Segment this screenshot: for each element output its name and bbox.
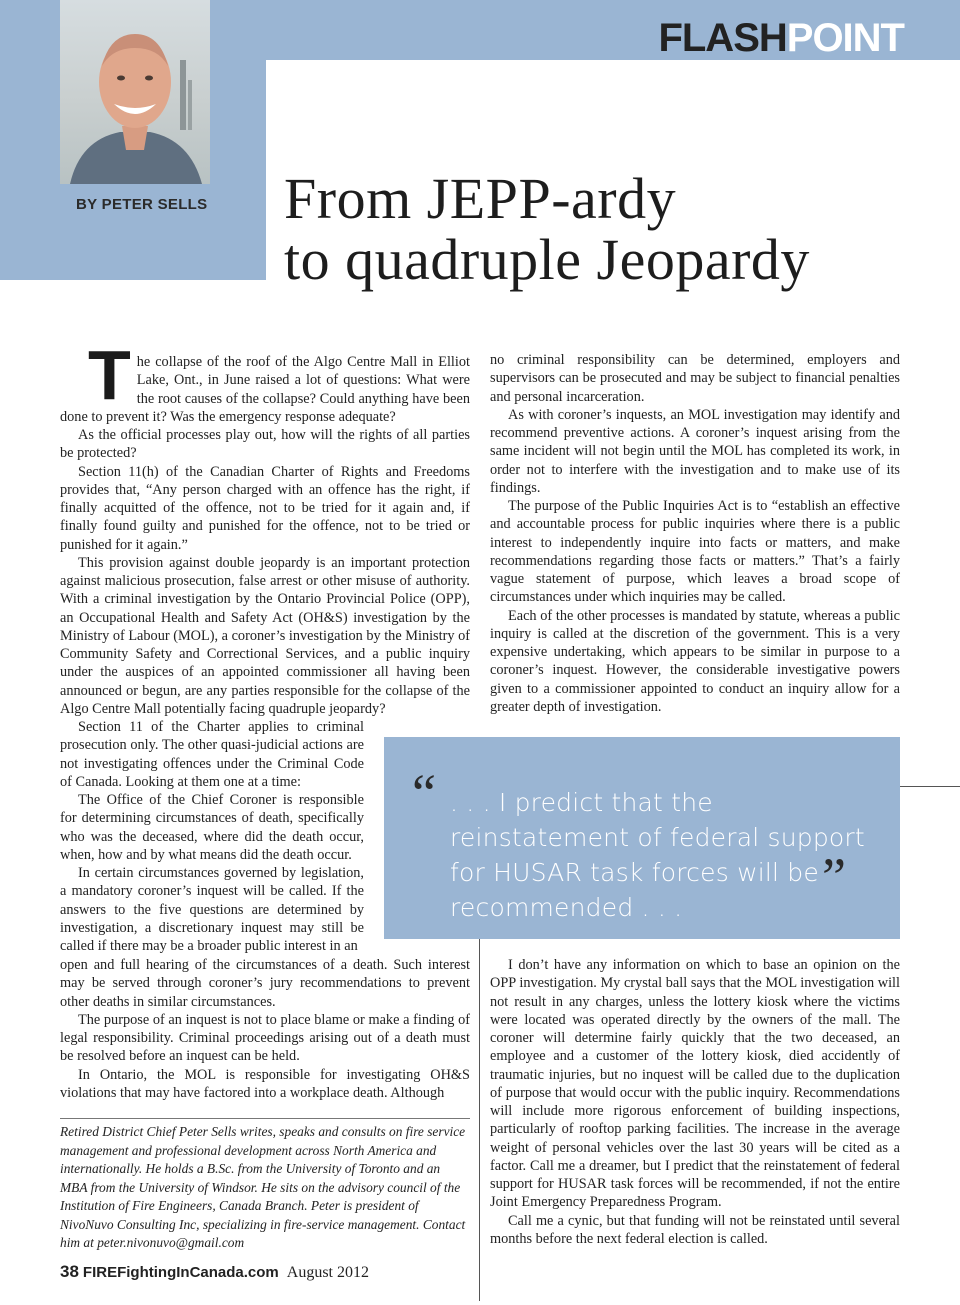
paragraph: The Office of the Chief Coroner is responsible for determining circumstances of death, specifically who was the deceased, where did the death occur, when, how and by what means did the death occur. — [60, 792, 364, 863]
paragraph: The purpose of the Public Inquiries Act is to “establish an effective and accountable process for public inquiries where there is a public interest to independently inquire into facts or matters, and make recommendations regarding those facts or matters.” That’s a fairly vague statement of purpose, which leaves a broad scope of circumstances under which inquiries may be called. — [490, 498, 900, 606]
footer-site: FIREFightingInCanada.com — [82, 1264, 279, 1281]
section-header-part2: POINT — [786, 16, 904, 60]
paragraph: open and full hearing of the circumstances of a death. Such interest may be served through coroner’s jury recommendations to prevent other deaths in similar circumstances. — [60, 957, 470, 1010]
paragraph: Each of the other processes is mandated by statute, whereas a public inquiry is called at the discretion of the government. This is a very expensive undertaking, which appears to be similar in purpose to a coroner’s inquest. However, the considerable investigative powers given to a commissioner appointed to conduct an inquiry allow for a greater depth of investigation. — [490, 607, 900, 715]
pull-quote-text: . . . I predict that the reinstatement of federal support for HUSAR task forces will be recommended . . . — [450, 788, 865, 922]
paragraph: he collapse of the roof of the Algo Centre Mall in Elliot Lake, Ont., in June raised a lot of questions: What were the root causes of the collapse? Could anything have been done to prevent it? Was the emergency response adequate? — [60, 354, 470, 425]
paragraph: Call me a cynic, but that funding will not be reinstated until several months before the next federal election is called. — [490, 1212, 900, 1247]
byline: BY PETER SELLS — [76, 196, 208, 213]
article-title — [284, 168, 924, 290]
close-quote-mark: ” — [822, 847, 846, 907]
author-photo — [60, 0, 210, 184]
title-line-1: From JEPP-ardy — [284, 166, 677, 231]
paragraph: As the official processes play out, how will the rights of all parties be protected? — [60, 427, 470, 462]
page-number: 38 — [60, 1262, 79, 1281]
paragraph: This provision against double jeopardy is an important protection against malicious prosecution, false arrest or other misuse of authority. With a criminal investigation by the Ontario Provincial Police (OPP), an Occupational Health and Safety Act (OH&S) investigation by the Ministry of Labour (MOL), a coroner’s investigation by the Ministry of Community Safety and Correctional Services, and a public inquiry under the auspices of an appointed commissioner all having been announced or begun, are any parties responsible for the collapse of the Algo Centre Mall potentially facing quadruple jeopardy? — [60, 554, 470, 717]
paragraph: As with coroner’s inquests, an MOL investigation may identify and recommend preventive actions. A coroner’s inquest arising from the same incident will not begin until the MOL has completed its work, in order not to interfere with the investigation and to make use of its findings. — [490, 406, 900, 496]
column-2-top — [490, 351, 900, 716]
footer-date: August 2012 — [286, 1264, 369, 1281]
paragraph: Section 11 of the Charter applies to criminal prosecution only. The other quasi-judicial actions are not investigating offences under the Criminal Code of Canada. Looking at them one at a time: — [60, 719, 364, 790]
section-header-part1: FLASH — [658, 16, 787, 60]
paragraph: no criminal responsibility can be determined, employers and supervisors can be prosecuted and may be subject to financial penalties and personal incarceration. — [490, 352, 900, 405]
column-2-bottom — [490, 956, 900, 1248]
paragraph: In certain circumstances governed by legislation, a mandatory coroner’s inquest will be called. If the answers to the five questions are determined by investigation, a discretionary inquest may still be called if there may be a broader public interest in an — [60, 865, 364, 954]
column-1-bottom — [60, 956, 470, 1102]
column-1-middle — [60, 718, 364, 955]
author-bio: Retired District Chief Peter Sells writes, speaks and consults on fire service management and professional development across North America and internationally. He holds a B.Sc. from the University of Toronto and an MBA from the University of Windsor. He sits on the advisory council of the Institution of Fire Engineers, Canada Branch. Peter is president of NivoNuvo Consulting Inc, specializing in fire-service management. Contact him at peter.nivonuvo@gmail.com — [60, 1118, 470, 1253]
paragraph: The purpose of an inquest is not to place blame or make a finding of legal responsibility. Criminal proceedings arising out of a death must be resolved before an inquest can be held. — [60, 1011, 470, 1065]
drop-cap: T — [88, 336, 131, 414]
pull-quote — [384, 737, 900, 939]
column-1-top — [60, 336, 470, 718]
page-footer — [60, 1262, 369, 1282]
divider — [900, 786, 960, 787]
section-header — [658, 18, 904, 58]
column-divider — [479, 939, 480, 1301]
paragraph: In Ontario, the MOL is responsible for investigating OH&S violations that may have factored into a workplace death. Although — [60, 1066, 470, 1101]
paragraph: I don’t have any information on which to base an opinion on the OPP investigation. My crystal ball says that the MOL investigation will not result in any charges, unless the lottery kiosk where the victims were located was operated directly by the owners of the mall. The coroner will determine fairly quickly that the two deceased, an employee and a customer of the lottery kiosk, died accidently of traumatic injuries, but no inquest will be called due to the duplication of purpose that would occur with the public inquiry. Recommendations will include more rigorous enforcement of building inspections, particularly of rooftop parking facilities. The increase in the average weight of personal vehicles over the last 30 years will be cited as a factor. Call me a dreamer, but I predict that the reinstatement of federal support for HUSAR task forces will be recommended, if not the entire Joint Emergency Preparedness Program. — [490, 957, 900, 1211]
title-line-2: to quadruple Jeopardy — [284, 227, 810, 292]
paragraph: Section 11(h) of the Canadian Charter of Rights and Freedoms provides that, “Any person charged with an offence has the right, if finally acquitted of the offence, not to be tried for it again and, if finally found guilty and punished for the offence, not to be tried or punished for it again.” — [60, 463, 470, 553]
open-quote-mark: “ — [412, 763, 436, 823]
